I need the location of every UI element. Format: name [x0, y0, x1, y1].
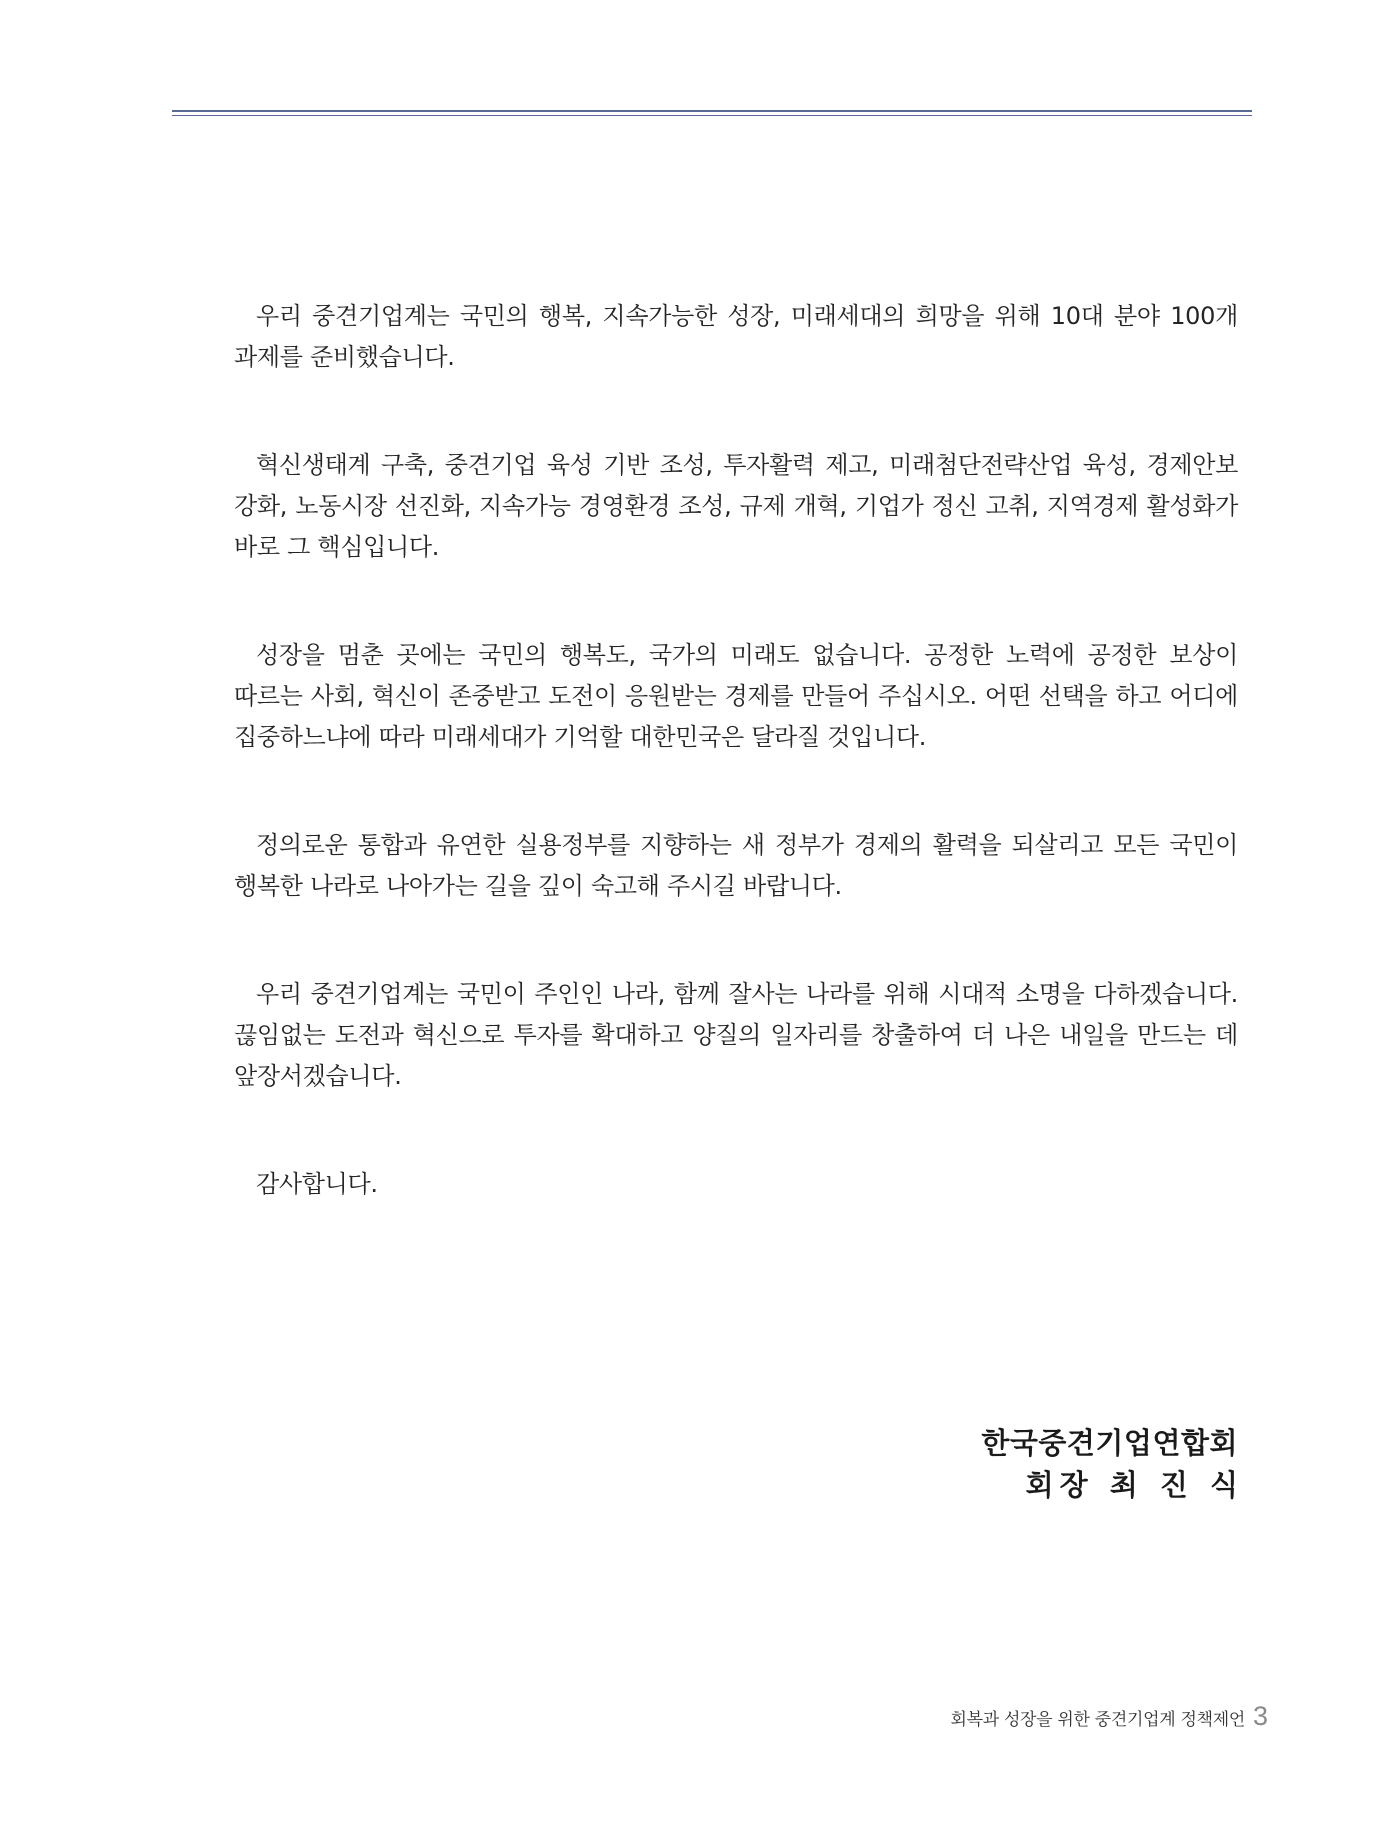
paragraph-1: 우리 중견기업계는 국민의 행복, 지속가능한 성장, 미래세대의 희망을 위해 10대 분야 100개 과제를 준비했습니다. [234, 302, 1238, 371]
page-number: 3 [1252, 1701, 1268, 1731]
header-rule-thick [172, 110, 1252, 112]
signature-block [981, 1422, 1244, 1506]
signature-organization: 한국중견기업연합회 [981, 1426, 1238, 1460]
paragraph-4: 정의로운 통합과 유연한 실용정부를 지향하는 새 정부가 경제의 활력을 되살리고 모든 국민이 행복한 나라로 나아가는 길을 깊이 숙고해 주시길 바랍니다. [234, 831, 1238, 900]
footer-title: 회복과 성장을 위한 중견기업계 정책제언 [950, 1710, 1245, 1730]
paragraph-closing: 감사합니다. [256, 1170, 378, 1198]
letter-body [234, 296, 1238, 1272]
paragraph-2: 혁신생태계 구축, 중견기업 육성 기반 조성, 투자활력 제고, 미래첨단전략산업 육성, 경제안보 강화, 노동시장 선진화, 지속가능 경영환경 조성, 규제 개혁, 기업가 정신 고취, 지역경제 활성화가 바로 그 핵심입니다. [234, 451, 1238, 561]
page-footer [950, 1701, 1268, 1732]
paragraph-5: 우리 중견기업계는 국민이 주인인 나라, 함께 잘사는 나라를 위해 시대적 소명을 다하겠습니다. 끊임없는 도전과 혁신으로 투자를 확대하고 양질의 일자리를 창출하여 더 나은 내일을 만드는 데 앞장서겠습니다. [234, 980, 1238, 1090]
header-rule-thin [172, 115, 1252, 116]
header-double-rule [172, 110, 1252, 116]
paragraph-3: 성장을 멈춘 곳에는 국민의 행복도, 국가의 미래도 없습니다. 공정한 노력에 공정한 보상이 따르는 사회, 혁신이 존중받고 도전이 응원받는 경제를 만들어 주십시오. 어떤 선택을 하고 어디에 집중하느냐에 따라 미래세대가 기억할 대한민국은 달라질 것입니다. [234, 641, 1238, 751]
signature-title: 회장 최 진 식 [1025, 1468, 1244, 1502]
